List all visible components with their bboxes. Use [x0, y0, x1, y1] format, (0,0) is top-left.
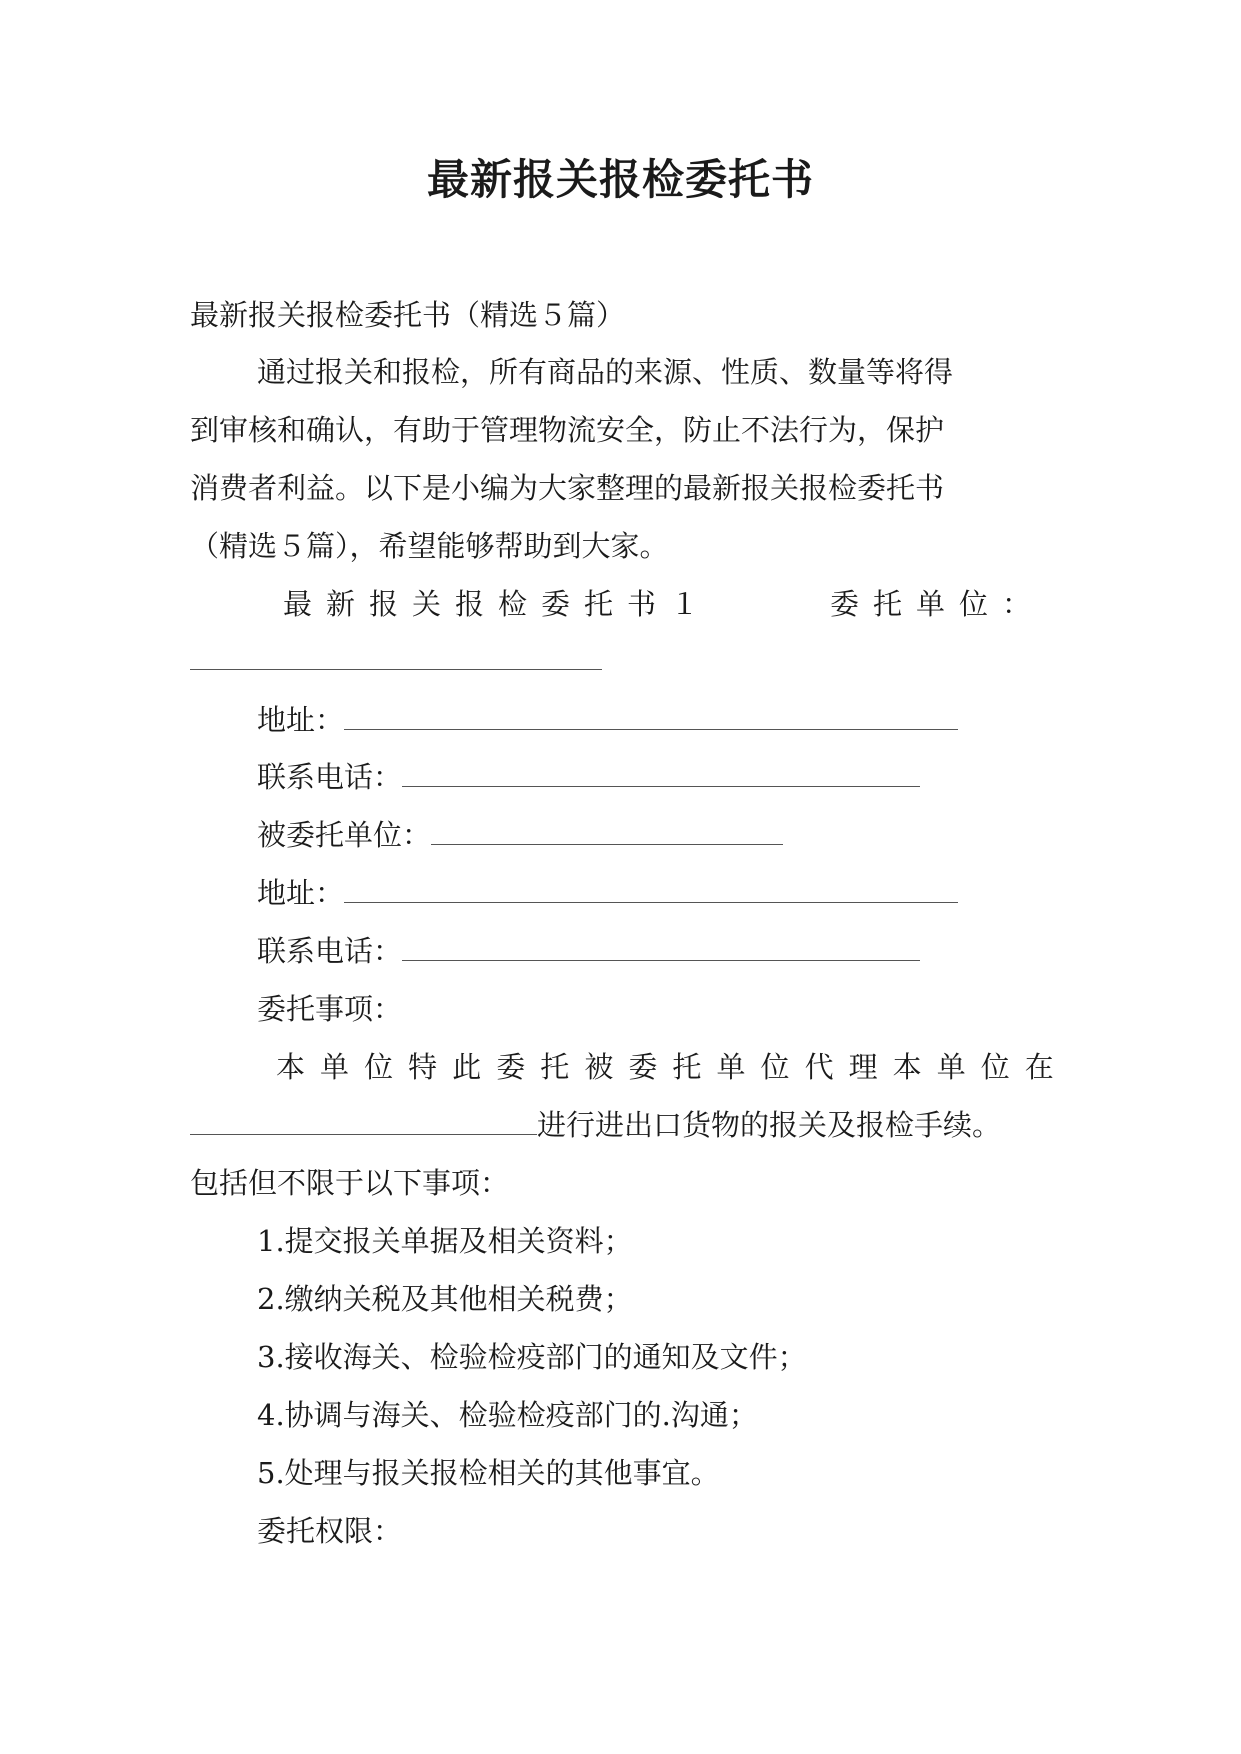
- matters-char: 托: [540, 1050, 570, 1084]
- phone2-row: [257, 931, 920, 971]
- matters-char: 位: [364, 1050, 394, 1084]
- matters-text-line: 包括但不限于以下事项：: [190, 1166, 510, 1200]
- matters-char: 委: [496, 1050, 526, 1084]
- address2-field[interactable]: [344, 878, 958, 903]
- matters-char: 在: [1024, 1050, 1054, 1084]
- address2-row: [257, 873, 958, 913]
- address-label: 地址：: [257, 703, 345, 737]
- phone-row: [257, 757, 920, 797]
- authority-label: 委托权限：: [257, 1514, 403, 1548]
- entrusted-unit-row: [257, 815, 783, 855]
- matters-char: 位: [980, 1050, 1010, 1084]
- intro-line: 到审核和确认，有助于管理物流安全，防止不法行为，保护: [190, 413, 945, 447]
- matters-char: 位: [760, 1050, 790, 1084]
- matters-text-line: [276, 1047, 1054, 1087]
- intro-line: 通过报关和报检，所有商品的来源、性质、数量等将得: [257, 355, 954, 389]
- matters-text-tail: 进行进出口货物的报关及报检手续。: [537, 1108, 1002, 1142]
- address2-label: 地址：: [257, 876, 345, 910]
- list-item: 5.处理与报关报检相关的其他事宜。: [257, 1456, 720, 1490]
- matters-text-line: [190, 1105, 1001, 1145]
- list-item: 2.缴纳关税及其他相关税费；: [257, 1282, 633, 1316]
- matters-char: 单: [936, 1050, 966, 1084]
- address-field[interactable]: [344, 705, 958, 730]
- intro-line: 消费者利益。以下是小编为大家整理的最新报关报检委托书: [190, 471, 945, 505]
- list-item: 4.协调与海关、检验检疫部门的.沟通；: [257, 1398, 758, 1432]
- phone2-field[interactable]: [402, 936, 920, 961]
- document-title: 最新报关报检委托书: [426, 155, 814, 204]
- phone-field[interactable]: [402, 762, 920, 787]
- matters-char: 委: [628, 1050, 658, 1084]
- intro-line: （精选５篇），希望能够帮助到大家。: [190, 529, 669, 563]
- matters-label: 委托事项：: [257, 992, 403, 1026]
- section-heading: 最新报关报检委托书１: [283, 587, 714, 621]
- list-item: 3.接收海关、检验检疫部门的通知及文件；: [257, 1340, 807, 1374]
- matters-char: 此: [452, 1050, 482, 1084]
- matters-char: 本: [276, 1050, 306, 1084]
- location-field[interactable]: [190, 1110, 537, 1135]
- matters-char: 单: [320, 1050, 350, 1084]
- phone2-label: 联系电话：: [257, 934, 403, 968]
- matters-char: 代: [804, 1050, 834, 1084]
- document-subtitle: 最新报关报检委托书（精选５篇）: [190, 298, 626, 332]
- matters-char: 托: [672, 1050, 702, 1084]
- matters-char: 本: [892, 1050, 922, 1084]
- address-row: [257, 700, 958, 740]
- matters-char: 被: [584, 1050, 614, 1084]
- entrusted-unit-field[interactable]: [431, 820, 783, 845]
- entrusting-unit-label: 委托单位：: [830, 587, 1046, 621]
- matters-char: 特: [408, 1050, 438, 1084]
- entrusted-unit-label: 被委托单位：: [257, 818, 432, 852]
- phone-label: 联系电话：: [257, 760, 403, 794]
- entrusting-unit-field[interactable]: [190, 640, 602, 680]
- matters-char: 理: [848, 1050, 878, 1084]
- matters-char: 单: [716, 1050, 746, 1084]
- list-item: 1.提交报关单据及相关资料；: [257, 1224, 633, 1258]
